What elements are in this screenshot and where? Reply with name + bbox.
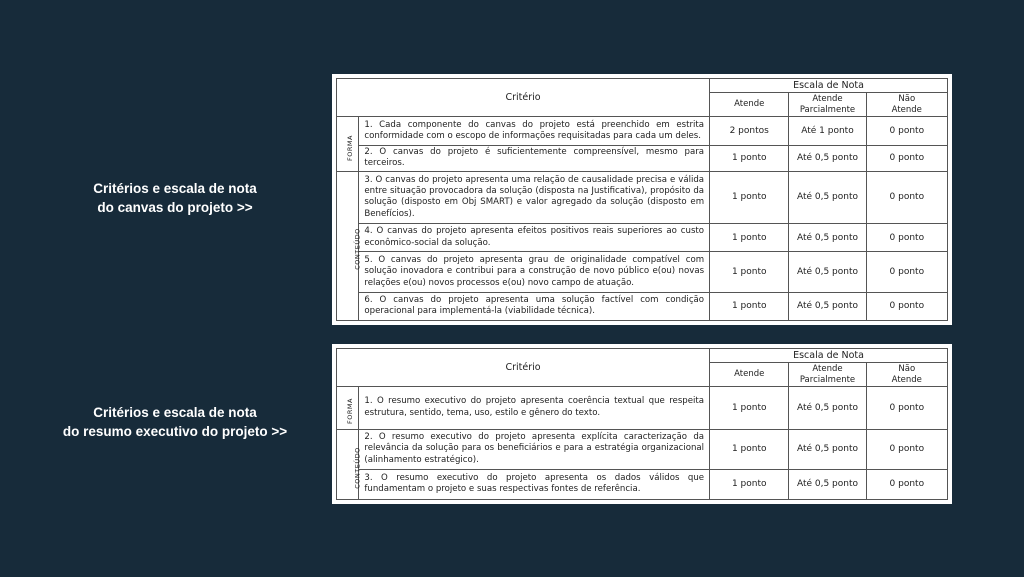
group-forma: FORMA — [337, 387, 359, 429]
canvas-criteria-sheet — [332, 74, 952, 325]
parcial-header: Atende Parcialmente — [789, 363, 866, 387]
table-row — [337, 145, 948, 171]
criterio-header: Critério — [337, 79, 710, 117]
atende-value: 1 ponto — [710, 469, 789, 499]
nao-value: 0 ponto — [866, 292, 947, 320]
label-line: Critérios e escala de nota — [93, 181, 257, 196]
criterio-header: Critério — [337, 349, 710, 387]
table-row — [337, 387, 948, 429]
canvas-criteria-table — [336, 78, 948, 321]
table-row — [337, 429, 948, 469]
canvas-criteria-label — [60, 179, 290, 217]
escala-header: Escala de Nota — [710, 349, 948, 363]
atende-value: 1 ponto — [710, 224, 789, 252]
nao-value: 0 ponto — [866, 224, 947, 252]
criterion-text: 4. O canvas do projeto apresenta efeitos positivos reais superiores ao custo econômico-social da solução. — [359, 224, 710, 252]
atende-value: 1 ponto — [710, 387, 789, 429]
nao-value: 0 ponto — [866, 252, 947, 292]
nao-value: 0 ponto — [866, 117, 947, 145]
criterion-text: 2. O canvas do projeto é suficientemente compreensível, mesmo para terceiros. — [359, 145, 710, 171]
nao-value: 0 ponto — [866, 171, 947, 223]
criterion-text: 1. Cada componente do canvas do projeto está preenchido em estrita conformidade com o escopo de informações requisitadas para cada um deles. — [359, 117, 710, 145]
atende-value: 1 ponto — [710, 429, 789, 469]
summary-criteria-table — [336, 348, 948, 500]
atende-header: Atende — [710, 363, 789, 387]
nao-atende-header: Não Atende — [866, 93, 947, 117]
parcial-value: Até 0,5 ponto — [789, 469, 866, 499]
nao-value: 0 ponto — [866, 429, 947, 469]
nao-value: 0 ponto — [866, 469, 947, 499]
nao-value: 0 ponto — [866, 387, 947, 429]
group-conteudo: CONTEÚDO — [337, 429, 359, 500]
nao-atende-header: Não Atende — [866, 363, 947, 387]
atende-header: Atende — [710, 93, 789, 117]
group-forma: FORMA — [337, 117, 359, 171]
nao-value: 0 ponto — [866, 145, 947, 171]
label-line: Critérios e escala de nota — [93, 405, 257, 420]
parcial-header: Atende Parcialmente — [789, 93, 866, 117]
criterion-text: 5. O canvas do projeto apresenta grau de originalidade compatível com solução inovadora e contribui para a construção de novo público e(ou) novas relações e(ou) novos processos e(ou) novo campo de atuação. — [359, 252, 710, 292]
table-row — [337, 469, 948, 499]
parcial-value: Até 0,5 ponto — [789, 171, 866, 223]
table-row — [337, 171, 948, 223]
table-row — [337, 224, 948, 252]
table-row — [337, 292, 948, 320]
criterion-text: 3. O canvas do projeto apresenta uma relação de causalidade precisa e válida entre situação provocadora da solução (disposta na Justificativa), propósito da solução (disposto em Obj SMART) e valor agregado da solução (disposto em Benefícios). — [359, 171, 710, 223]
table-row — [337, 117, 948, 145]
parcial-value: Até 0,5 ponto — [789, 429, 866, 469]
criterion-text: 3. O resumo executivo do projeto apresenta os dados válidos que fundamentam o projeto e suas respectivas fontes de referência. — [359, 469, 710, 499]
group-conteudo: CONTEÚDO — [337, 171, 359, 320]
criterion-text: 6. O canvas do projeto apresenta uma solução factível com condição operacional para implementá-la (viabilidade técnica). — [359, 292, 710, 320]
escala-header: Escala de Nota — [710, 79, 948, 93]
criterion-text: 2. O resumo executivo do projeto apresenta explícita caracterização da relevância da solução para os beneficiários e para a estratégia organizacional (alinhamento estratégico). — [359, 429, 710, 469]
table-row — [337, 252, 948, 292]
parcial-value: Até 0,5 ponto — [789, 145, 866, 171]
parcial-value: Até 0,5 ponto — [789, 387, 866, 429]
atende-value: 2 pontos — [710, 117, 789, 145]
summary-criteria-label — [60, 403, 290, 441]
atende-value: 1 ponto — [710, 145, 789, 171]
atende-value: 1 ponto — [710, 171, 789, 223]
criterion-text: 1. O resumo executivo do projeto apresenta coerência textual que respeita estrutura, sentido, tema, uso, estilo e gênero do texto. — [359, 387, 710, 429]
parcial-value: Até 0,5 ponto — [789, 224, 866, 252]
atende-value: 1 ponto — [710, 252, 789, 292]
summary-criteria-sheet — [332, 344, 952, 504]
parcial-value: Até 0,5 ponto — [789, 252, 866, 292]
label-line: do resumo executivo do projeto >> — [62, 424, 288, 439]
label-line: do canvas do projeto >> — [97, 200, 253, 215]
atende-value: 1 ponto — [710, 292, 789, 320]
parcial-value: Até 0,5 ponto — [789, 292, 866, 320]
parcial-value: Até 1 ponto — [789, 117, 866, 145]
